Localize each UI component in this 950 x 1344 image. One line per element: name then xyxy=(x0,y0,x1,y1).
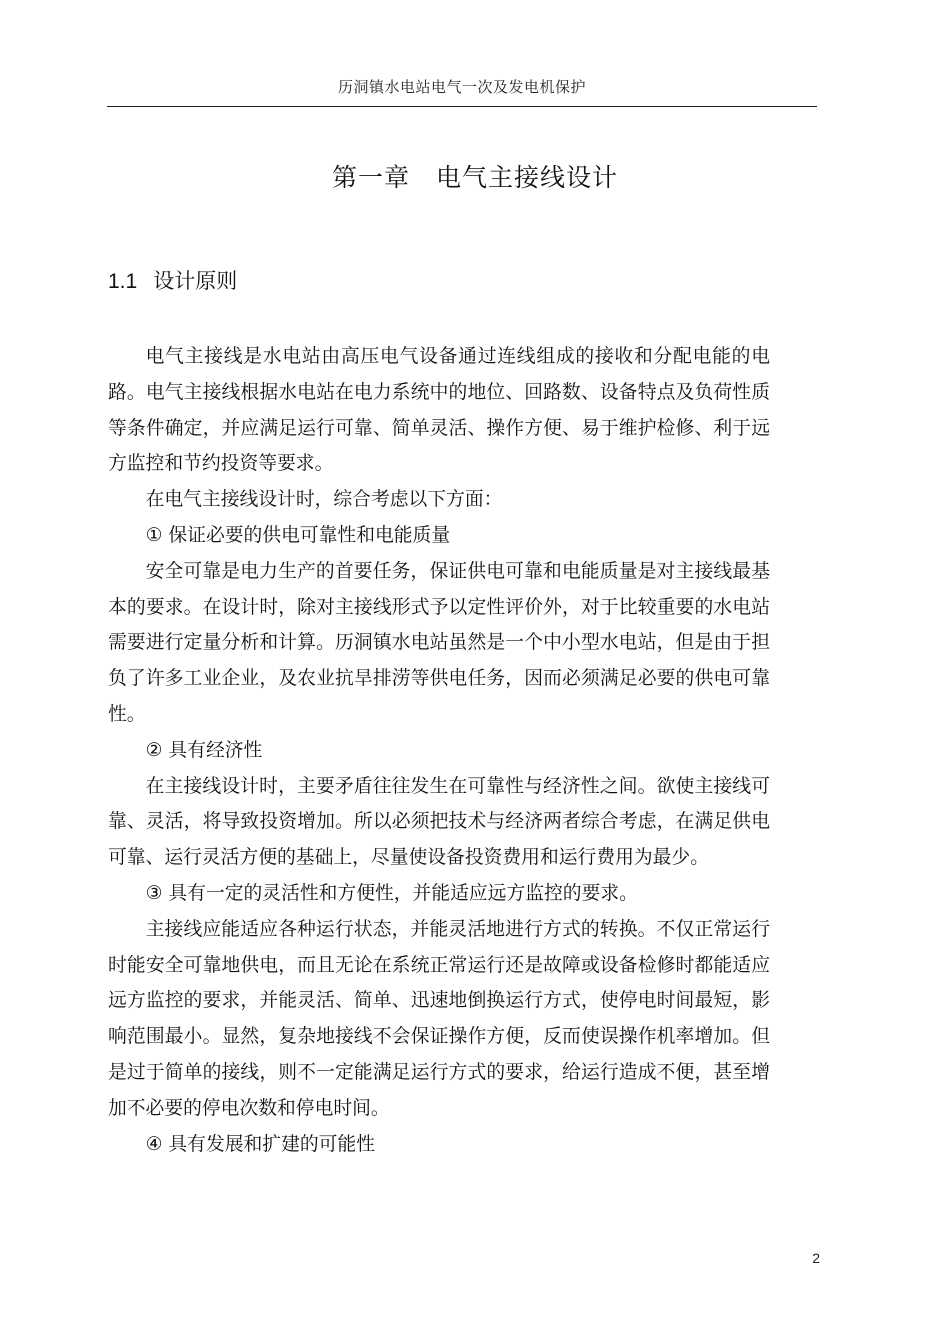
header-rule xyxy=(107,106,817,107)
paragraph: 主接线应能适应各种运行状态，并能灵活地进行方式的转换。不仅正常运行时能安全可靠地供电，而且无论在系统正常运行还是故障或设备检修时都能适应远方监控的要求，并能灵活、简单、迅速地倒换运行方式，使停电时间最短，影响范围最小。显然，复杂地接线不会保证操作方便，反而使误操作机率增加。但是过于简单的接线，则不一定能满足运行方式的要求，给运行造成不便，甚至增加不必要的停电次数和停电时间。 xyxy=(108,918,770,1119)
body-text xyxy=(108,339,770,1162)
section-number: 1.1 xyxy=(108,270,138,293)
list-item: ③ 具有一定的灵活性和方便性，并能适应远方监控的要求。 xyxy=(145,882,638,904)
paragraph: 安全可靠是电力生产的首要任务，保证供电可靠和电能质量是对主接线最基本的要求。在设计时，除对主接线形式予以定性评价外，对于比较重要的水电站需要进行定量分析和计算。历洞镇水电站虽然是一个中小型水电站，但是由于担负了许多工业企业，及农业抗旱排涝等供电任务，因而必须满足必要的供电可靠性。 xyxy=(108,560,770,725)
section-heading xyxy=(108,265,237,295)
paragraph: 在主接线设计时，主要矛盾往往发生在可靠性与经济性之间。欲使主接线可靠、灵活，将导致投资增加。所以必须把技术与经济两者综合考虑，在满足供电可靠、运行灵活方便的基础上，尽量使设备投资费用和运行费用为最少。 xyxy=(108,775,770,869)
chapter-title xyxy=(0,158,950,194)
section-title: 设计原则 xyxy=(153,269,238,293)
paragraph: 电气主接线是水电站由高压电气设备通过连线组成的接收和分配电能的电路。电气主接线根据水电站在电力系统中的地位、回路数、设备特点及负荷性质等条件确定，并应满足运行可靠、简单灵活、操作方便、易于维护检修、利于远方监控和节约投资等要求。 xyxy=(108,346,770,475)
paragraph: 在电气主接线设计时，综合考虑以下方面： xyxy=(145,489,503,511)
list-item: ④ 具有发展和扩建的可能性 xyxy=(145,1133,375,1155)
chapter-number: 第一章 xyxy=(331,163,410,192)
list-item: ① 保证必要的供电可靠性和电能质量 xyxy=(145,524,451,546)
running-header: 历洞镇水电站电气一次及发电机保护 xyxy=(337,78,586,96)
page-number: 2 xyxy=(812,1250,820,1266)
list-item: ② 具有经济性 xyxy=(145,739,263,761)
chapter-name: 电气主接线设计 xyxy=(436,163,619,192)
